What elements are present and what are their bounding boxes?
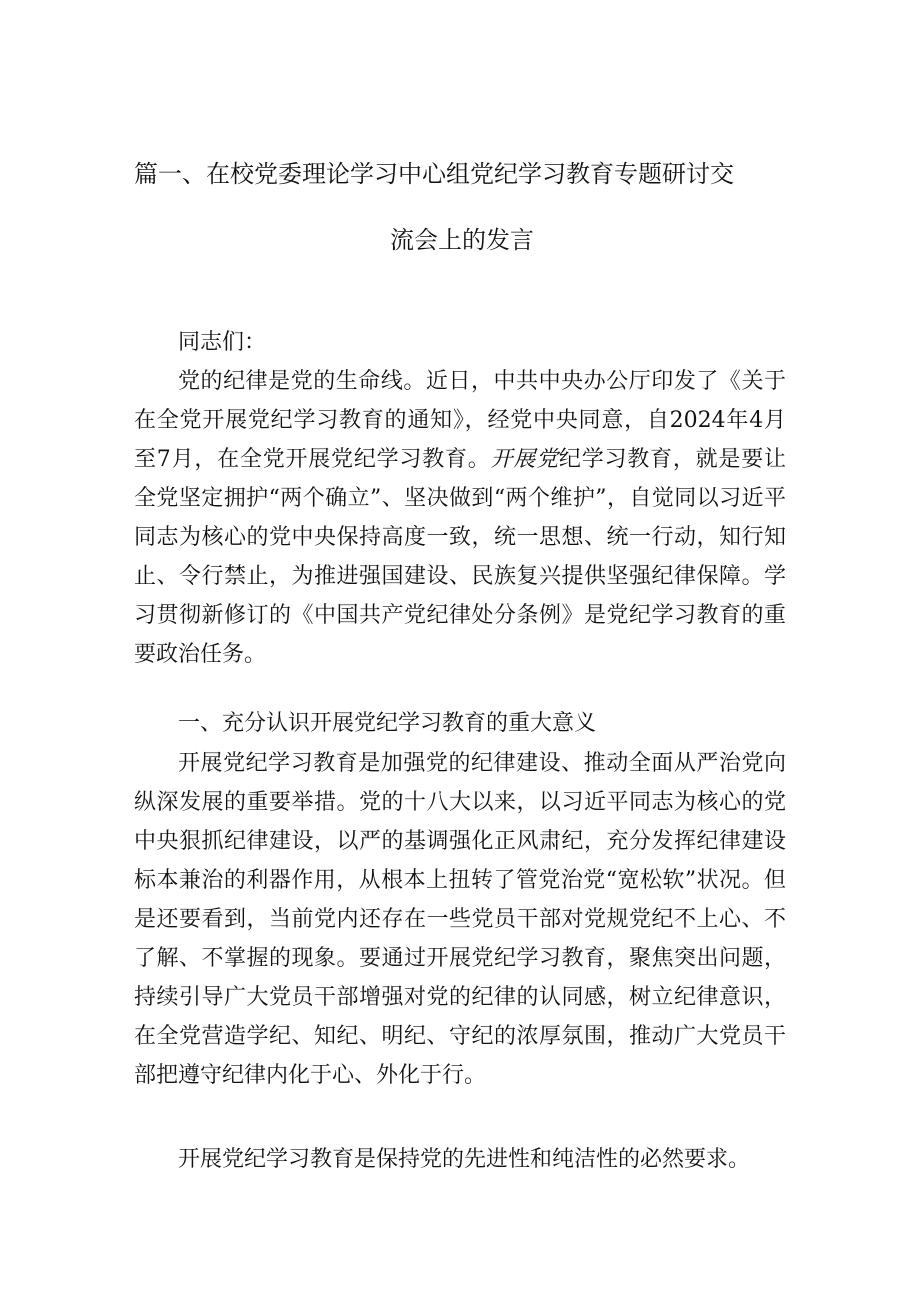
section-1-paragraph-2-text: 开展党纪学习教育是保持党的先进性和纯洁性的必然要求。 (178, 1147, 751, 1172)
section-1-paragraph-1 (134, 744, 786, 1095)
paragraph-1-text-b: 纪学习教育，就是要让全党坚定拥护“两个确立”、坚决做到“两个维护”，自觉同以习近平同志为核心的党中央保持高度一致，统一思想、统一行动，知行知止、令行禁止，为推进强国建设、民族复兴提供坚强纪律保障。学习贯彻新修订的《中国共产党纪律处分条例》是党纪学习教育的重要政治任务。 (134, 447, 786, 667)
section-1-paragraph-1-text: 开展党纪学习教育是加强党的纪律建设、推动全面从严治党向纵深发展的重要举措。党的十八大以来，以习近平同志为核心的党中央狠抓纪律建设，以严的基调强化正风肃纪，充分发挥纪律建设标本兼治的利器作用，从根本上扭转了管党治党“宽松软”状况。但是还要看到，当前党内还存在一些党员干部对党规党纪不上心、不了解、不掌握的现象。要通过开展党纪学习教育，聚焦突出问题，持续引导广大党员干部增强对党的纪律的认同感，树立纪律意识，在全党营造学纪、知纪、明纪、守纪的浓厚氛围，推动广大党员干部把遵守纪律内化于心、外化于行。 (134, 751, 786, 1088)
paragraph-1 (134, 362, 786, 674)
paragraph-1-italic-text: 开展党 (490, 447, 559, 472)
paragraph-1-text-a: 党的纪律是党的生命线。近日，中共中央办公厅印发了《关于在全党开展党纪学习教育的通知》，经党中央同意，自2024年4月至7月，在全党开展党纪学习教育。 (134, 369, 786, 472)
section-1-paragraph-2 (134, 1140, 786, 1179)
document-title-line-1: 篇一、在校党委理论学习中心组党纪学习教育专题研讨交 (134, 160, 734, 188)
document-title-line-2: 流会上的发言 (390, 226, 534, 254)
section-1-heading: 一、充分认识开展党纪学习教育的重大意义 (178, 711, 597, 736)
greeting (134, 323, 786, 362)
greeting-text: 同志们： (178, 330, 267, 355)
